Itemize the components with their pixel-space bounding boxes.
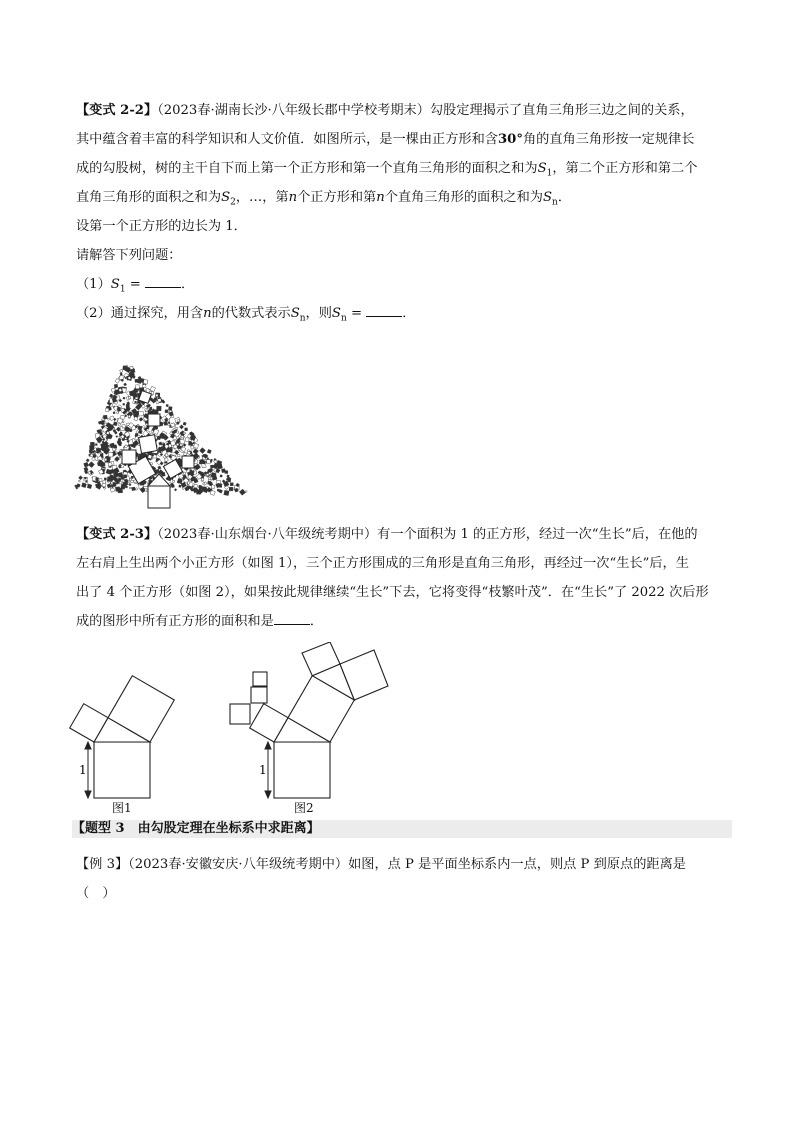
foliage-square: [116, 436, 118, 438]
foliage-square: [103, 480, 106, 483]
foliage-square: [239, 489, 245, 495]
foliage-square: [183, 422, 186, 425]
foliage-square: [136, 385, 140, 389]
foliage-square: [129, 487, 131, 489]
equals: =: [346, 306, 367, 321]
v23-line-1-text: （2023春·山东烟台·八年级统考期中）有一个面积为 1 的正方形，经过一次“生长”后，在他的: [157, 527, 698, 542]
foliage-square: [120, 373, 123, 376]
foliage-square: [113, 422, 117, 426]
sym-sn: S: [290, 306, 300, 321]
v22-line-6: 请解答下列问题：: [76, 248, 182, 263]
foliage-square: [123, 397, 125, 399]
foliage-square: [118, 423, 121, 426]
foliage-square: [110, 487, 112, 489]
foliage-square: [109, 469, 114, 474]
foliage-square: [180, 439, 185, 444]
dimension-label: 1: [79, 763, 87, 777]
foliage-square: [95, 444, 97, 446]
foliage-square: [125, 438, 127, 440]
foliage-square: [157, 406, 162, 411]
v22-line-1: [76, 96, 726, 125]
variant-2-3: [76, 520, 726, 636]
foliage-square: [230, 483, 233, 486]
foliage-square: [219, 484, 222, 487]
foliage-square: [119, 376, 123, 380]
figure-1: [66, 672, 196, 820]
foliage-square: [87, 484, 92, 489]
v23-tag: 【变式 2-3】: [76, 527, 158, 542]
foliage-square: [211, 472, 216, 477]
foliage-square: [142, 425, 145, 428]
sym-s1: S: [537, 161, 547, 176]
v22-line-4-text: 直角三角形的面积之和为: [76, 190, 222, 205]
q2-text: （2）通过探究，用含: [76, 306, 204, 321]
foliage-square: [159, 442, 162, 445]
foliage-square: [218, 464, 223, 469]
v22-line-3-text: 成的勾股树，树的主干自下而上第一个正方形和第一个直角三角形的面积之和为: [76, 161, 538, 176]
v23-line-1: [76, 520, 726, 549]
sym-n: n: [376, 190, 385, 205]
foliage-square: [118, 438, 121, 441]
foliage-square: [139, 411, 144, 416]
foliage-square: [164, 422, 168, 426]
foliage-square: [199, 459, 204, 464]
foliage-square: [202, 487, 207, 492]
period: ．: [180, 277, 195, 292]
foliage-square: [211, 459, 213, 461]
foliage-square: [84, 467, 88, 471]
figure-2: [222, 642, 392, 820]
foliage-square: [134, 417, 138, 421]
v22-source: （2023春·湖南长沙·八年级长郡中学校考期末）: [157, 103, 430, 118]
foliage-square: [194, 443, 199, 448]
foliage-square: [115, 487, 120, 492]
v22-angle: 30°: [498, 132, 523, 147]
foliage-square: [89, 450, 93, 454]
foliage-square: [122, 424, 126, 428]
foliage-square: [168, 407, 172, 411]
foliage-square: [176, 428, 178, 430]
foliage-square: [101, 443, 106, 448]
foliage-square: [149, 453, 151, 455]
foliage-square: [106, 408, 109, 411]
foliage-square: [122, 421, 124, 423]
foliage-square: [199, 485, 202, 488]
foliage-square: [118, 442, 121, 445]
v22-line-4-c: 个正方形和第: [297, 190, 377, 205]
foliage-square: [125, 415, 127, 417]
foliage-square: [103, 415, 107, 419]
foliage-square: [113, 445, 117, 449]
foliage-square: [224, 490, 229, 495]
v22-line-2-rest: 角的直角三角形按一定规律长: [522, 132, 695, 147]
v22-line-2-text: 其中蕴含着丰富的科学知识和人文价值．如图所示，是一棵由正方形和含: [76, 132, 498, 147]
foliage-square: [194, 484, 198, 488]
q1-label: （1）: [76, 277, 111, 292]
e3-line-2: （ ）: [76, 886, 116, 901]
foliage-square: [124, 383, 127, 386]
period: ．: [402, 306, 416, 321]
foliage-square: [143, 380, 148, 385]
foliage-square: [179, 485, 182, 488]
foliage-square: [104, 478, 106, 480]
foliage-square: [125, 486, 127, 488]
foliage-square: [119, 482, 122, 485]
foliage-square: [201, 478, 204, 481]
v22-line-5: 设第一个正方形的边长为 1．: [76, 219, 247, 234]
v22-line-2: [76, 125, 726, 154]
foliage-square: [130, 366, 133, 369]
dimension-label: 1: [259, 763, 267, 777]
v23-line-4: [76, 607, 726, 636]
figure-2-caption: 图2: [294, 801, 314, 815]
foliage-square: [221, 469, 225, 473]
section-heading: 【题型 3 由勾股定理在坐标系中求距离】: [72, 820, 732, 838]
foliage-square: [98, 429, 102, 433]
foliage-square: [132, 487, 136, 491]
foliage-square: [120, 432, 122, 434]
q2-text-b: 的代数式表示: [211, 306, 291, 321]
foliage-square: [206, 459, 210, 463]
sym-s1: S: [110, 277, 120, 292]
v22-question-1: [76, 270, 726, 299]
foliage-square: [178, 454, 181, 457]
foliage-square: [135, 488, 138, 491]
v22-tag: 【变式 2-2】: [76, 103, 158, 118]
sub-n: n: [552, 197, 558, 208]
foliage-square: [169, 410, 171, 412]
small-square: [251, 687, 267, 703]
foliage-square: [86, 459, 89, 462]
foliage-square: [158, 466, 161, 469]
answer-blank[interactable]: [366, 302, 402, 317]
foliage-square: [181, 435, 184, 438]
v22-line-3-rest: ，第二个正方形和第二个: [552, 161, 698, 176]
foliage-square: [138, 426, 142, 430]
foliage-square: [177, 478, 182, 483]
foliage-square: [161, 472, 165, 476]
foliage-square: [229, 487, 233, 491]
equals: =: [125, 277, 145, 292]
figure-1-caption: 图1: [112, 801, 132, 815]
foliage-square: [120, 369, 123, 372]
foliage-square: [108, 452, 113, 457]
foliage-square: [182, 487, 184, 489]
foliage-square: [166, 404, 168, 406]
foliage-square: [165, 418, 168, 421]
foliage-square: [211, 485, 215, 489]
e3-line-1: 【例 3】（2023春·安徽安庆·八年级统考期中）如图，点 P 是平面坐标系内一点，则点 P 到原点的距离是: [76, 857, 686, 872]
sym-n: n: [288, 190, 298, 205]
base-square: [274, 742, 330, 798]
variant-2-2: [76, 96, 726, 328]
foliage-square: [116, 412, 118, 414]
v22-line-3: [76, 154, 726, 183]
foliage-square: [127, 369, 130, 372]
foliage-square: [172, 480, 174, 482]
foliage-square: [123, 403, 125, 405]
foliage-square: [96, 448, 101, 453]
foliage-square: [208, 481, 211, 484]
foliage-square: [135, 401, 137, 403]
sym-s2: S: [221, 190, 231, 205]
foliage-square: [134, 482, 136, 484]
foliage-square: [174, 489, 177, 492]
answer-blank[interactable]: [274, 610, 310, 625]
v22-line-4-b: ，…，第: [235, 190, 289, 205]
foliage-square: [115, 390, 119, 394]
v22-line-4: [76, 183, 726, 212]
foliage-square: [137, 424, 139, 426]
sym-sn: S: [542, 190, 553, 205]
sym-n: n: [203, 306, 212, 321]
foliage-square: [199, 448, 205, 454]
foliage-square: [119, 456, 121, 458]
answer-blank[interactable]: [145, 273, 181, 288]
sub-2: 2: [230, 197, 236, 208]
foliage-square: [185, 438, 189, 442]
foliage-square: [158, 398, 162, 402]
foliage-square: [191, 446, 194, 449]
foliage-square: [183, 444, 186, 447]
v23-line-4-text: 成的图形中所有正方形的面积和是: [76, 614, 274, 629]
v22-line-1-text: 勾股定理揭示了直角三角形三边之间的关系，: [429, 103, 694, 118]
foliage-square: [78, 480, 80, 482]
foliage-square: [98, 421, 101, 424]
small-square: [253, 672, 267, 686]
q2-text-c: ，则: [305, 306, 332, 321]
foliage-square: [179, 425, 183, 429]
foliage-square: [88, 462, 94, 468]
example-3: [76, 850, 726, 908]
foliage-square: [123, 366, 127, 370]
foliage-square: [104, 458, 107, 461]
v22-line-4-d: 个直角三角形的面积之和为: [384, 190, 543, 205]
foliage-square: [96, 478, 99, 481]
foliage-square: [93, 454, 96, 457]
foliage-square: [154, 398, 157, 401]
foliage-square: [156, 394, 159, 397]
foliage-square: [220, 475, 222, 477]
v23-line-2: 左右肩上生出两个小正方形（如图 1），三个正方形围成的三角形是直角三角形，再经过一次“生长”后，生: [76, 556, 689, 571]
foliage-square: [185, 428, 188, 431]
foliage-square: [187, 451, 190, 454]
sub-n: n: [340, 313, 347, 324]
sub-n: n: [299, 313, 306, 324]
foliage-square: [99, 479, 102, 482]
foliage-square: [113, 412, 115, 414]
sub-1: 1: [119, 284, 126, 295]
v22-question-2: [76, 299, 726, 328]
foliage-square: [106, 436, 108, 438]
foliage-square: [148, 455, 152, 459]
foliage-square: [84, 462, 89, 467]
foliage-square: [180, 432, 182, 434]
sym-sn: S: [331, 306, 341, 321]
foliage-square: [84, 477, 86, 479]
period: ．: [557, 190, 571, 205]
foliage-square: [114, 384, 118, 388]
foliage-square: [128, 397, 130, 399]
foliage-square: [139, 417, 143, 421]
foliage-square: [102, 483, 106, 487]
pythagoras-tree-figure: [70, 352, 250, 517]
foliage-square: [207, 449, 211, 453]
v23-line-3: 出了 4 个正方形（如图 2），如果按此规律继续“生长”下去，它将变得“枝繁叶茂”．在“生长”了 2022 次后形: [76, 585, 709, 600]
foliage-square: [112, 482, 116, 486]
foliage-square: [131, 476, 133, 478]
foliage-square: [126, 404, 129, 407]
foliage-square: [121, 485, 126, 490]
foliage-square: [79, 476, 83, 480]
small-square: [230, 704, 250, 724]
foliage-square: [107, 418, 109, 420]
foliage-square: [102, 438, 104, 440]
foliage-square: [124, 475, 127, 478]
sub-1: 1: [546, 168, 553, 179]
period: ．: [309, 614, 323, 629]
foliage-square: [135, 379, 138, 382]
base-square: [94, 742, 150, 798]
foliage-square: [115, 379, 120, 384]
foliage-square: [113, 430, 115, 432]
foliage-square: [165, 410, 168, 413]
